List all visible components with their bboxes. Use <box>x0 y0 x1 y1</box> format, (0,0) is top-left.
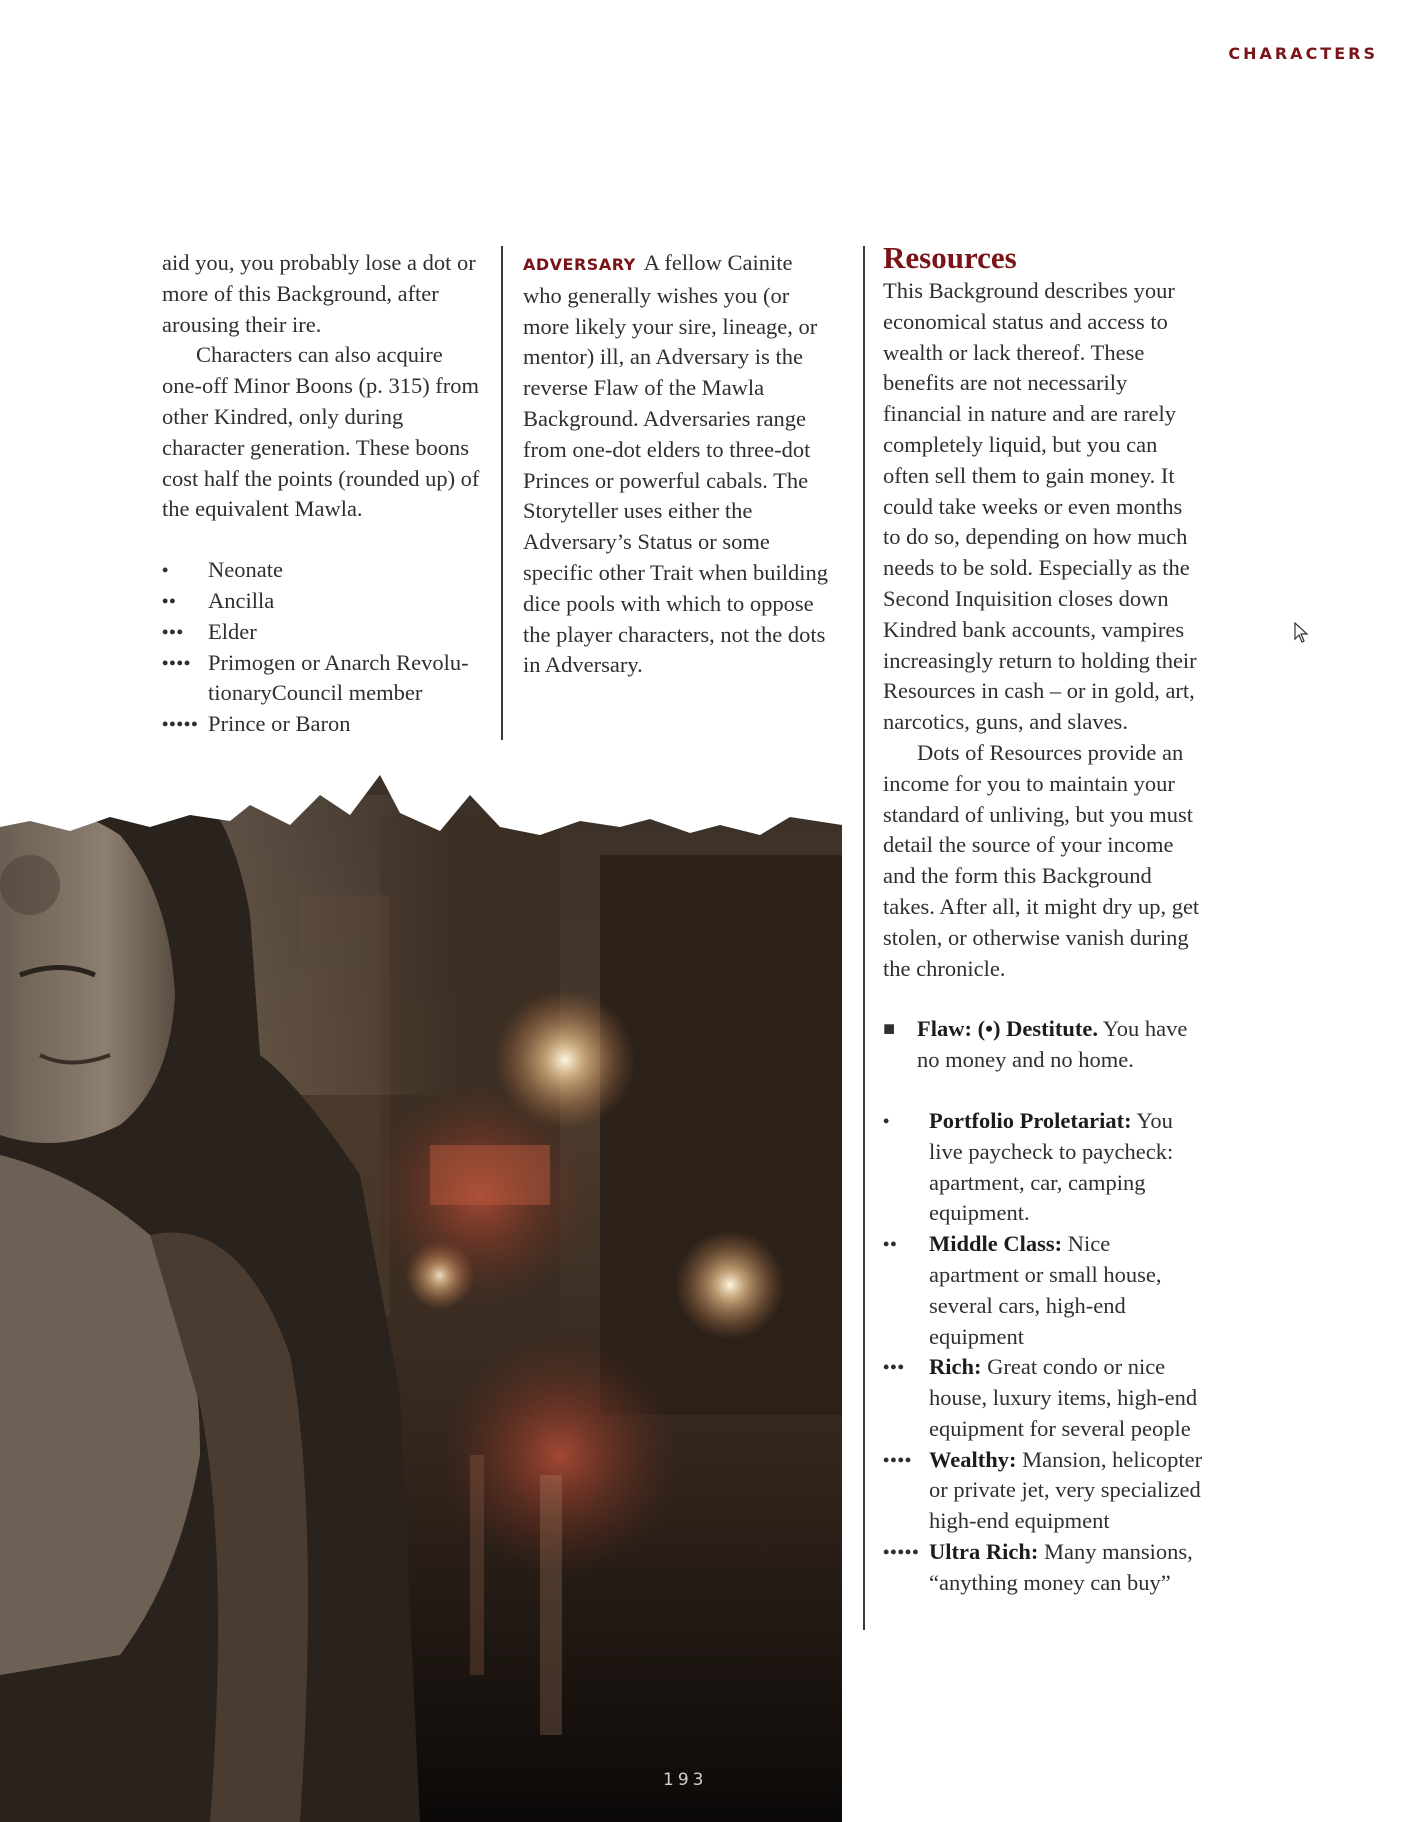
list-item <box>883 1445 1203 1537</box>
level-name: Portfolio Proletariat: <box>929 1107 1132 1133</box>
level-text: You live paycheck to paycheck: apartment, car, camping equipment. <box>929 1107 1174 1226</box>
section-title: Resources <box>883 240 1017 275</box>
level-text: Nice apartment or small house, several cars, high-end equipment <box>929 1231 1162 1349</box>
torn-paper-edge <box>0 755 842 875</box>
page-number: 193 <box>663 1770 708 1790</box>
resources-level-list <box>883 1106 1203 1599</box>
list-item <box>162 709 480 740</box>
dot-rating: • <box>883 1110 891 1131</box>
flaw-entry <box>883 1014 1203 1076</box>
mawla-level-list <box>162 555 480 740</box>
paragraph: Characters can also acquire one-off Minor Boons (p. 315) from other Kindred, only during character generation. These boons cost half the points (rounded up) of the equivalent Mawla. <box>162 342 480 522</box>
level-label: Ancilla <box>208 587 275 613</box>
square-bullet-icon: ■ <box>883 1018 896 1041</box>
dot-rating: •• <box>883 1234 898 1255</box>
illustration-art <box>0 755 842 1822</box>
level-name: Ultra Rich: <box>929 1539 1039 1565</box>
running-header: CHARACTERS <box>1228 44 1378 63</box>
adversary-text: A fellow Cainite who generally wishes you (or more likely your sire, lineage, or mentor) ill, an Adversary is the reverse Flaw of the Mawla Background. Adversaries range from one-dot elders to three-dot Princes or powerful cabals. The Storyteller uses either the Adversary’s Status or some specific other Trait when building dice pools with which to oppose the player characters, not the dots in Adversary. <box>523 250 828 678</box>
dot-rating: •••• <box>162 652 192 673</box>
adversary-heading: ADVERSARY <box>523 255 636 274</box>
list-item <box>162 555 480 586</box>
level-name: Wealthy: <box>929 1446 1017 1472</box>
list-item <box>162 617 480 648</box>
list-item <box>883 1352 1203 1444</box>
list-item <box>162 586 480 617</box>
level-label: Prince or Baron <box>208 711 351 737</box>
level-label: Primogen or Anarch RevolutionaryCouncil member <box>208 649 469 706</box>
dot-rating: ••• <box>883 1357 905 1378</box>
level-text: Many mansions, “anything money can buy” <box>929 1539 1193 1595</box>
adversary-paragraph <box>523 248 833 681</box>
column-3 <box>883 240 1203 1599</box>
column-divider <box>863 246 865 1630</box>
level-label: Elder <box>208 618 257 644</box>
list-item <box>162 648 480 710</box>
flaw-text: You have no money and no home. <box>917 1016 1188 1073</box>
column-divider <box>501 246 503 740</box>
dot-rating: •••• <box>883 1449 913 1470</box>
flaw-name: Flaw: (•) Destitute. <box>917 1016 1098 1042</box>
dot-rating: ••••• <box>883 1542 920 1563</box>
paragraph: aid you, you probably lose a dot or more of this Background, after arousing their ire. <box>162 250 476 337</box>
column-1 <box>162 248 480 740</box>
dot-rating: ••••• <box>162 714 199 735</box>
list-item <box>883 1537 1203 1599</box>
dot-rating: • <box>162 560 170 581</box>
level-name: Middle Class: <box>929 1231 1063 1257</box>
level-text: Great condo or nice house, luxury items, high-end equipment for several people <box>929 1354 1198 1441</box>
mouse-cursor-icon <box>1294 622 1310 648</box>
level-label: Neonate <box>208 557 283 583</box>
paragraph: Dots of Resources provide an income for you to maintain your standard of unliving, but you must detail the source of your income and the form this Background takes. After all, it might dry up, get stolen, or otherwise vanish during the chronicle. <box>883 739 1200 981</box>
dot-rating: •• <box>162 590 177 611</box>
list-item <box>883 1106 1203 1229</box>
dot-rating: ••• <box>162 621 184 642</box>
column-2 <box>523 248 833 681</box>
illustration-hooded-vampire <box>0 755 842 1822</box>
level-name: Rich: <box>929 1354 982 1380</box>
list-item <box>883 1229 1203 1352</box>
level-text: Mansion, helicopter or private jet, very specialized high-end equipment <box>929 1446 1203 1534</box>
paragraph: This Background describes your economical status and access to wealth or lack thereof. These benefits are not necessarily financial in nature and are rarely completely liquid, but you can often sell them to gain money. It could take weeks or even months to do so, depending on how much needs to be sold. Especially as the Second Inquisition closes down Kindred bank accounts, vampires increasingly return to holding their Resources in cash – or in gold, art, narcotics, guns, and slaves. <box>883 278 1197 735</box>
